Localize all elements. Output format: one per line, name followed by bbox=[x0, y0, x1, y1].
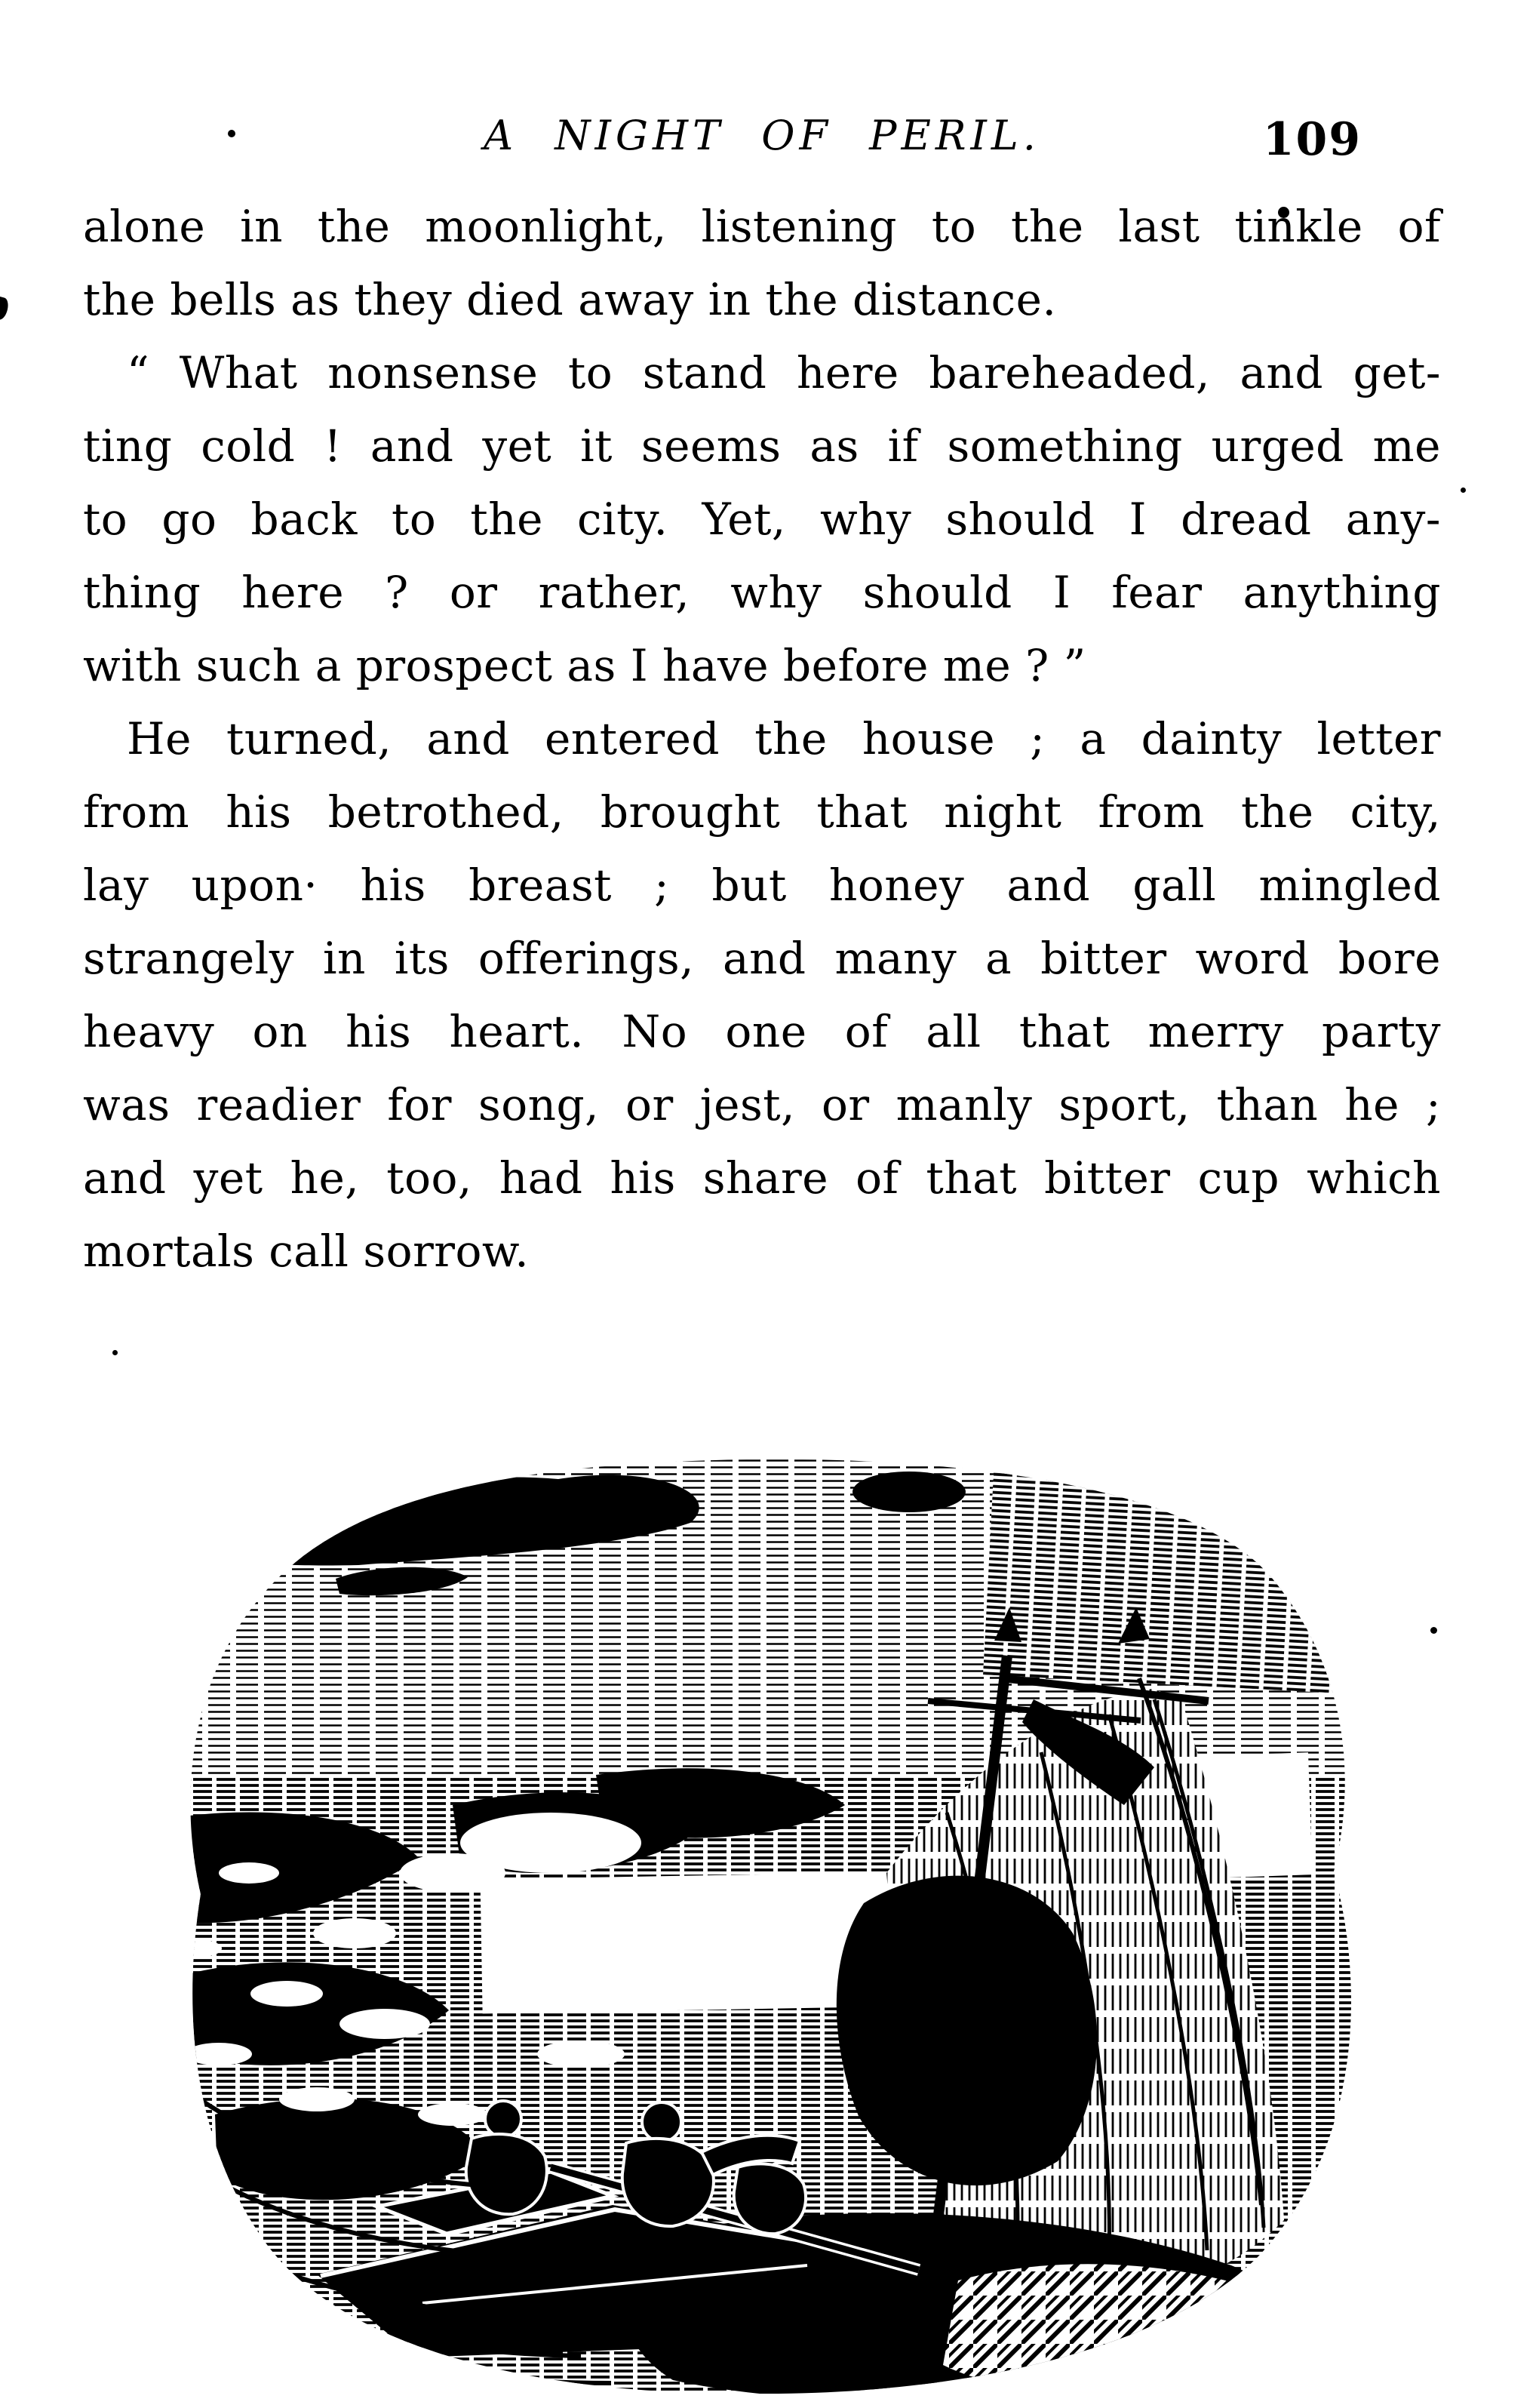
ink-speck bbox=[1430, 1627, 1437, 1634]
text-line: with such a prospect as I have before me ? ” bbox=[83, 640, 1086, 691]
text-line: “ What nonsense to stand here bareheaded, and get- bbox=[127, 347, 1441, 398]
ink-speck bbox=[228, 130, 235, 137]
text-line: heavy on his heart. No one of all that merry party bbox=[83, 1006, 1441, 1057]
text-line: and yet he, too, had his share of that bitter cup which bbox=[83, 1152, 1441, 1204]
page-header bbox=[83, 112, 1441, 172]
ink-speck bbox=[1461, 487, 1466, 493]
storm-boat-engraving bbox=[128, 1450, 1403, 2406]
text-line: ting cold ! and yet it seems as if something urged me bbox=[83, 420, 1441, 472]
text-line: mortals call sorrow. bbox=[83, 1226, 530, 1277]
ink-speck bbox=[0, 297, 10, 321]
body-text bbox=[83, 190, 1441, 1288]
running-head: A NIGHT OF PERIL. bbox=[484, 112, 1040, 159]
text-line: to go back to the city. Yet, why should I dread any- bbox=[83, 494, 1441, 545]
text-line: thing here ? or rather, why should I fear anything bbox=[83, 567, 1441, 618]
text-line: lay upon· his breast ; but honey and gall mingled bbox=[83, 860, 1441, 911]
text-line: the bells as they died away in the distance. bbox=[83, 274, 1057, 325]
ink-speck bbox=[112, 1350, 118, 1355]
page-number: 109 bbox=[1262, 113, 1362, 166]
text-line: from his betrothed, brought that night from the city, bbox=[83, 786, 1441, 838]
text-line: was readier for song, or jest, or manly sport, than he ; bbox=[83, 1079, 1441, 1130]
text-line: strangely in its offerings, and many a bitter word bore bbox=[83, 933, 1441, 984]
text-line: alone in the moonlight, listening to the last tinkle of bbox=[83, 201, 1441, 252]
text-line: He turned, and entered the house ; a dainty letter bbox=[127, 713, 1441, 764]
